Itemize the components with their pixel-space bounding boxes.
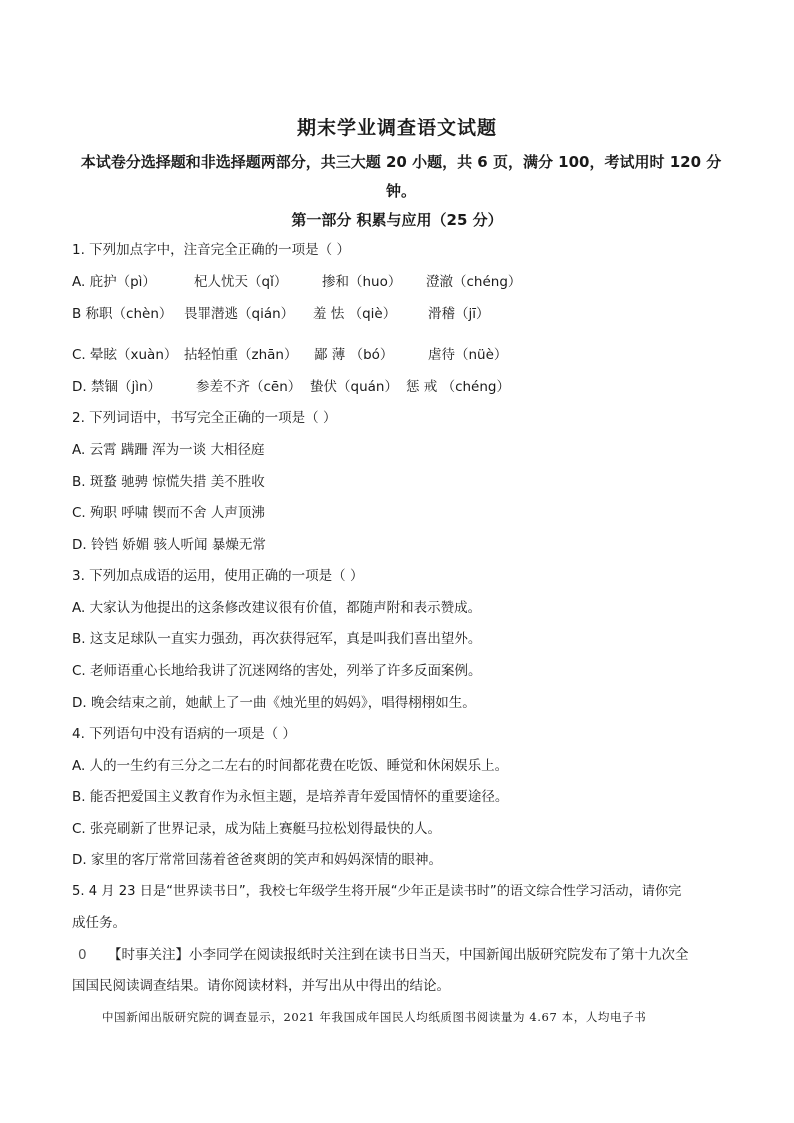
q1-option-a [72,272,521,292]
exam-instructions: 本试卷分选择题和非选择题两部分，共三大题 20 小题，共 6 页，满分 100，考试用时 120 分钟。 [80,153,722,200]
q1-a-2: 杞人忧天（qǐ） [194,274,288,290]
q1-c-1: C. 晕眩（xuàn） [72,347,178,363]
q1-option-b [72,304,490,324]
q2-option-a: A. 云霄 蹒跚 浑为一谈 大相径庭 [72,442,265,458]
q3-stem: 3. 下列加点成语的运用，使用正确的一项是（ ） [72,568,364,584]
q1-d-1: D. 禁锢（jìn） [72,379,162,395]
q5-sub-line1: 【时事关注】小李同学在阅读报纸时关注到在读书日当天，中国新闻出版研究院发布了第十九次全 [108,947,689,963]
q2-stem: 2. 下列词语中，书写完全正确的一项是（ ） [72,410,337,426]
q3-option-c: C. 老师语重心长地给我讲了沉迷网络的害处，列举了许多反面案例。 [72,663,482,679]
q1-c-2: 拈轻怕重（zhān） [184,347,298,363]
q5-stem-line2: 成任务。 [72,915,126,931]
q5-stem-line1: 5. 4 月 23 日是“世界读书日”，我校七年级学生将开展“少年正是读书时”的语文综合性学习活动，请你完 [72,884,682,899]
q1-option-c [72,345,507,365]
q2-option-d: D. 铃铛 娇媚 骇人听闻 暴燥无常 [72,537,266,553]
q4-option-a: A. 人的一生约有三分之二左右的时间都花费在吃饭、睡觉和休闲娱乐上。 [72,758,509,774]
q2-option-c: C. 殉职 呼啸 锲而不舍 人声顶沸 [72,505,265,521]
q1-b-1: B 称职（chèn） [72,306,173,322]
q1-a-3: 掺和（huo） [322,274,402,290]
q5-material: 中国新闻出版研究院的调查显示，2021 年我国成年国民人均纸质图书阅读量为 4.67 本，人均电子书 [102,1010,647,1024]
q1-d-3: 蛰伏（quán） [310,379,398,395]
section-heading: 第一部分 积累与应用（25 分） [291,211,503,229]
q1-b-4: 滑稽（jī） [428,306,490,322]
q1-option-d [72,377,510,397]
q5-sub-marker: 0 [78,947,87,963]
q3-option-d: D. 晚会结束之前，她献上了一曲《烛光里的妈妈》，唱得栩栩如生。 [72,695,476,711]
q1-a-4: 澄澈（chéng） [426,274,522,290]
q1-d-2: 参差不齐（cēn） [196,379,302,395]
q4-option-b: B. 能否把爱国主义教育作为永恒主题，是培养青年爱国情怀的重要途径。 [72,789,509,805]
q5-sub-line2: 国国民阅读调查结果。请你阅读材料，并写出从中得出的结论。 [72,978,450,994]
q1-b-2: 畏罪潜逃（qián） [184,306,295,322]
q4-stem: 4. 下列语句中没有语病的一项是（ ） [72,726,296,742]
q3-option-a: A. 大家认为他提出的这条修改建议很有价值，都随声附和表示赞成。 [72,600,482,616]
q1-d-4: 惩 戒 （chéng） [406,379,510,395]
q1-stem: 1. 下列加点字中，注音完全正确的一项是（ ） [72,242,350,258]
q1-c-3: 鄙 薄 （bó） [314,347,394,363]
q1-b-3: 羞 怯 （qiè） [313,306,397,322]
q2-option-b: B. 斑蝥 驰骋 惊慌失措 美不胜收 [72,474,265,490]
q1-c-4: 虐待（nüè） [428,347,508,363]
q3-option-b: B. 这支足球队一直实力强劲，再次获得冠军，真是叫我们喜出望外。 [72,631,482,647]
q4-option-d: D. 家里的客厅常常回荡着爸爸爽朗的笑声和妈妈深情的眼神。 [72,852,442,868]
page-title: 期末学业调查语文试题 [296,117,497,139]
q1-a-1: A. 庇护（pì） [72,274,156,290]
q4-option-c: C. 张亮刷新了世界记录，成为陆上赛艇马拉松划得最快的人。 [72,821,442,837]
